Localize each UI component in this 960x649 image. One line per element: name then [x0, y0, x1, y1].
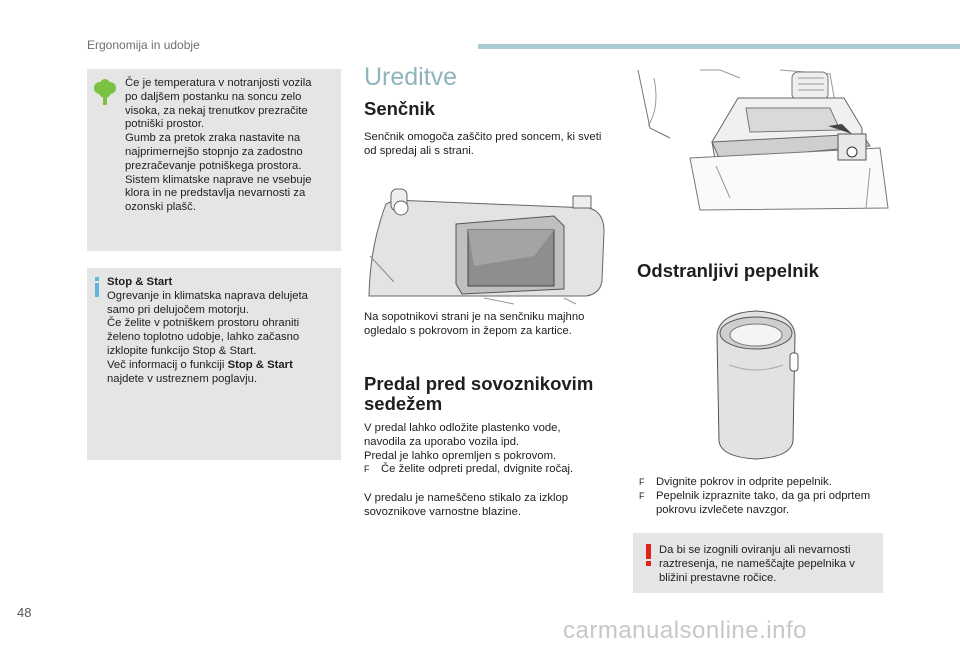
- list-item: [639, 476, 889, 490]
- glovebox-text: V predal lahko odložite plastenko vode, navodila za uporabo vozila ipd. Predal je lahko opremljen s pokrovom.: [364, 422, 561, 462]
- info-icon: [92, 277, 102, 297]
- sun-visor-mirror-text: Na sopotnikovi strani je na senčniku majhno ogledalo s pokrovom in žepom za kartice.: [364, 311, 585, 337]
- header-accent-bar: [478, 44, 960, 49]
- sun-visor-text: Senčnik omogoča zaščito pred soncem, ki sveti od spredaj ali s strani.: [364, 131, 602, 157]
- heading-ashtray: Odstranljivi pepelnik: [637, 260, 819, 281]
- page-number: 48: [17, 605, 32, 620]
- info-body: Ogrevanje in klimatska naprava delujeta samo pri delujočem motorju. Če želite v potniškem prostoru ohraniti želeno toplotno udobje, lahko začasno izklopite funkcijo Stop & Start. Več informacij o funkciji: [107, 289, 308, 371]
- info-text: [107, 276, 335, 386]
- warning-text: Da bi se izognili oviranju ali nevarnosti raztresenja, ne nameščajte pepelnika v bližini prestavne ročice.: [659, 544, 855, 584]
- ashtray-bullets: [639, 476, 889, 517]
- ashtray-step-2: Pepelnik izpraznite tako, da ga pri odprtem pokrovu izvlečete navzgor.: [656, 489, 871, 516]
- section-header: Ergonomija in udobje: [87, 38, 200, 52]
- bullet-marker: F: [639, 490, 645, 501]
- bullet-marker: F: [639, 477, 645, 487]
- heading-glovebox: Predal pred sovoznikovim sedežem: [364, 373, 594, 414]
- sun-visor-illustration: [364, 186, 619, 304]
- tip-paragraph: Če je temperatura v notranjosti vozila po daljšem postanku na soncu zelo visoka, za nekaj trenutkov prezračite potniški prostor. Gumb za pretok zraka nastavite na najprimernejšo stopnjo za zadostno prezračevanje potniškega prostora. Sistem klimatske naprave ne vsebuje klora in ne predstavlja nevarnosti za ozonski plašč.: [125, 77, 312, 214]
- ashtray-step-1: Dvignite pokrov in odprite pepelnik.: [656, 476, 832, 488]
- glovebox-text-block: [364, 422, 619, 477]
- info-link: Stop & Start: [227, 358, 293, 371]
- tree-icon: [93, 79, 117, 105]
- bullet-marker: F: [364, 464, 370, 475]
- watermark: carmanualsonline.info: [563, 617, 807, 644]
- warning-icon: [645, 544, 653, 566]
- ashtray-illustration: [711, 305, 801, 463]
- info-tail: najdete v ustreznem poglavju.: [107, 372, 258, 385]
- page-title: Ureditve: [364, 63, 458, 91]
- glovebox-bullet-text: Če želite odpreti predal, dvignite ročaj.: [381, 463, 574, 476]
- info-title: Stop & Start: [107, 276, 173, 288]
- glovebox-airbag-text: V predalu je nameščeno stikalo za izklop sovoznikove varnostne blazine.: [364, 492, 569, 518]
- glovebox-illustration: [630, 68, 892, 210]
- tip-text: [125, 77, 335, 215]
- glovebox-bullet: [364, 463, 619, 477]
- list-item: [639, 490, 889, 518]
- heading-sun-visor: Senčnik: [364, 98, 435, 119]
